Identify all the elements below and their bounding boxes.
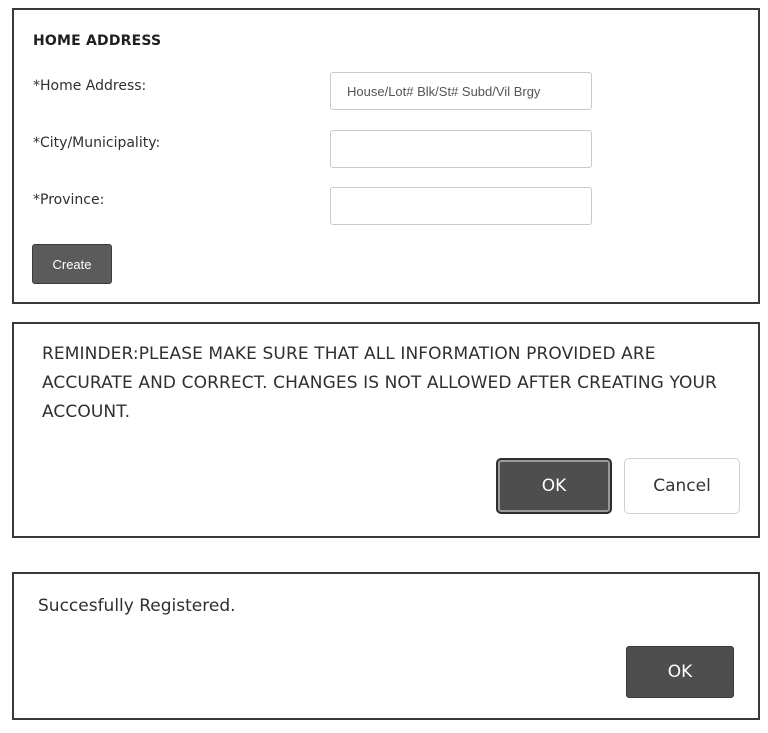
- reminder-ok-button[interactable]: OK: [496, 458, 612, 514]
- success-message: Succesfully Registered.: [38, 596, 236, 616]
- create-button[interactable]: Create: [32, 244, 112, 284]
- province-input[interactable]: [330, 187, 592, 225]
- success-ok-button[interactable]: OK: [626, 646, 734, 698]
- city-input[interactable]: [330, 130, 592, 168]
- section-title: HOME ADDRESS: [33, 33, 162, 49]
- reminder-dialog: [12, 322, 760, 538]
- home-address-form: [12, 8, 760, 304]
- city-label: *City/Municipality:: [33, 135, 161, 151]
- reminder-cancel-button[interactable]: Cancel: [624, 458, 740, 514]
- success-dialog: [12, 572, 760, 720]
- province-label: *Province:: [33, 192, 105, 208]
- home-address-input[interactable]: [330, 72, 592, 110]
- reminder-message: REMINDER:PLEASE MAKE SURE THAT ALL INFORMATION PROVIDED ARE ACCURATE AND CORRECT. CHANGES IS NOT ALLOWED AFTER CREATING YOUR ACCOUNT.: [42, 344, 717, 422]
- home-address-label: *Home Address:: [33, 78, 147, 94]
